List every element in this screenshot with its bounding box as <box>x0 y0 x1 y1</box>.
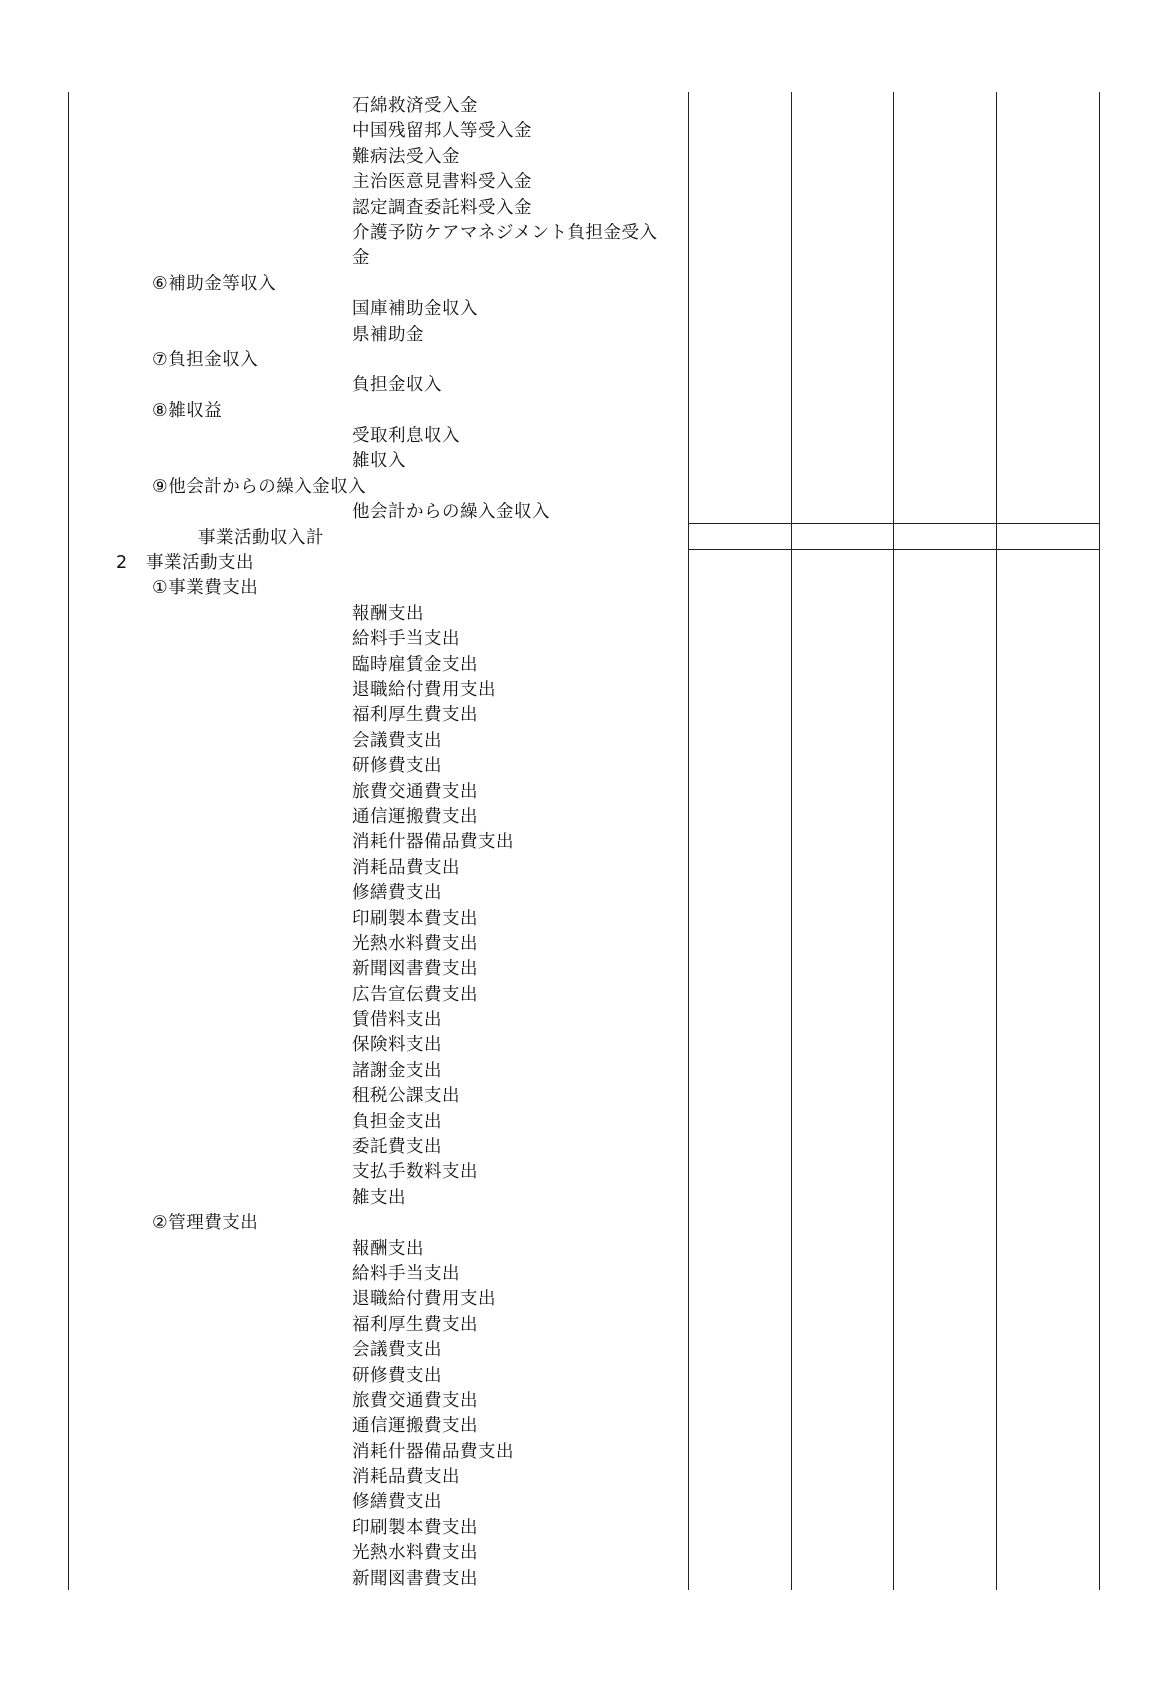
table-row <box>68 1032 688 1057</box>
table-row <box>68 652 688 677</box>
table-row <box>68 144 688 169</box>
account-item-label: 保険料支出 <box>352 1035 442 1056</box>
table-row <box>68 956 688 981</box>
table-row <box>68 525 688 550</box>
table-row <box>68 474 688 499</box>
table-row <box>68 499 688 524</box>
table-row <box>68 271 688 296</box>
category-label: ⑦負担金収入 <box>152 349 259 370</box>
account-item-label: 租税公課支出 <box>352 1086 460 1107</box>
table-row <box>68 1363 688 1388</box>
account-item-label: 通信運搬費支出 <box>352 806 478 827</box>
table-row <box>68 93 688 118</box>
account-item-label: 他会計からの繰入金収入 <box>352 502 550 523</box>
table-row <box>68 296 688 321</box>
table-row <box>68 118 688 143</box>
account-item-label: 石綿救済受入金 <box>352 96 478 116</box>
table-row <box>68 1566 688 1591</box>
account-item-label: 臨時雇賃金支出 <box>352 654 478 675</box>
table-row <box>68 448 688 473</box>
column-divider-4 <box>996 92 997 1590</box>
account-item-label: 難病法受入金 <box>352 146 460 167</box>
table-row <box>68 1210 688 1235</box>
account-item-label: 負担金支出 <box>352 1111 442 1132</box>
table-row <box>68 1007 688 1032</box>
account-item-label: 報酬支出 <box>352 1238 424 1259</box>
table-row <box>68 1134 688 1159</box>
account-item-label: 会議費支出 <box>352 730 442 751</box>
table-row <box>68 601 688 626</box>
table-row <box>68 550 688 575</box>
category-label: ①事業費支出 <box>152 578 259 599</box>
account-item-label: 研修費支出 <box>352 756 442 777</box>
subtotal-rule-top <box>688 523 1099 524</box>
table-row <box>68 398 688 423</box>
account-item-label: 光熱水料費支出 <box>352 1543 478 1564</box>
table-row <box>68 829 688 854</box>
account-item-label: 福利厚生費支出 <box>352 1314 478 1335</box>
table-row <box>68 423 688 448</box>
account-item-label: 消耗什器備品費支出 <box>352 1441 514 1462</box>
account-item-label: 福利厚生費支出 <box>352 705 478 726</box>
table-row <box>68 1312 688 1337</box>
account-item-label: 消耗品費支出 <box>352 1467 460 1488</box>
category-label: ⑨他会計からの繰入金収入 <box>152 476 367 497</box>
table-row <box>68 195 688 220</box>
table-row <box>68 702 688 727</box>
table-row <box>68 1388 688 1413</box>
account-item-label: 認定調査委託料受入金 <box>352 197 532 218</box>
section-number: 2 <box>116 553 128 574</box>
table-row <box>68 1286 688 1311</box>
account-item-label: 退職給付費用支出 <box>352 1289 496 1310</box>
table-row <box>68 880 688 905</box>
account-item-label: 旅費交通費支出 <box>352 781 478 802</box>
category-label: ⑥補助金等収入 <box>152 273 277 294</box>
category-label: ⑧雑収益 <box>152 400 223 421</box>
table-row <box>68 322 688 347</box>
account-item-label: 印刷製本費支出 <box>352 908 478 929</box>
account-item-label: 中国残留邦人等受入金 <box>352 121 532 142</box>
table-row <box>68 753 688 778</box>
table-row <box>68 982 688 1007</box>
account-item-label: 通信運搬費支出 <box>352 1416 478 1437</box>
table-row <box>68 1185 688 1210</box>
table-row <box>68 169 688 194</box>
table-row <box>68 906 688 931</box>
table-row <box>68 779 688 804</box>
account-item-label: 印刷製本費支出 <box>352 1517 478 1538</box>
account-item-label: 旅費交通費支出 <box>352 1390 478 1411</box>
table-row <box>68 931 688 956</box>
column-divider-2 <box>791 92 792 1590</box>
account-item-label: 給料手当支出 <box>352 629 460 650</box>
table-row <box>68 1236 688 1261</box>
table-row <box>68 855 688 880</box>
table-row <box>68 1058 688 1083</box>
table-row <box>68 1439 688 1464</box>
account-item-label: 報酬支出 <box>352 603 424 624</box>
account-item-label: 会議費支出 <box>352 1340 442 1361</box>
table-row <box>68 728 688 753</box>
table-row <box>68 677 688 702</box>
column-divider-3 <box>893 92 894 1590</box>
table-row <box>68 1413 688 1438</box>
account-item-label: 雑収入 <box>352 451 406 472</box>
table-row <box>68 245 688 270</box>
account-item-label: 研修費支出 <box>352 1365 442 1386</box>
subtotal-rule-bottom <box>688 549 1099 550</box>
account-item-label: 光熱水料費支出 <box>352 933 478 954</box>
account-item-label: 主治医意見書料受入金 <box>352 172 532 193</box>
table-row <box>68 575 688 600</box>
account-item-label: 負担金収入 <box>352 375 442 396</box>
account-item-label: 受取利息収入 <box>352 426 460 447</box>
table-row <box>68 626 688 651</box>
table-row <box>68 1540 688 1565</box>
account-item-list <box>68 93 688 1591</box>
account-item-label: 雑支出 <box>352 1187 406 1208</box>
account-item-label: 修繕費支出 <box>352 883 442 904</box>
account-item-label: 支払手数料支出 <box>352 1162 478 1183</box>
table-row <box>68 1337 688 1362</box>
account-item-label: 給料手当支出 <box>352 1263 460 1284</box>
table-row <box>68 1083 688 1108</box>
table-row <box>68 1464 688 1489</box>
account-item-label: 新聞図書費支出 <box>352 1568 478 1589</box>
table-row <box>68 1159 688 1184</box>
table-row <box>68 372 688 397</box>
table-row <box>68 220 688 245</box>
table-row <box>68 1515 688 1540</box>
account-item-label: 消耗品費支出 <box>352 857 460 878</box>
column-divider-1 <box>688 92 689 1590</box>
account-item-label: 修繕費支出 <box>352 1492 442 1513</box>
table-row <box>68 347 688 372</box>
account-item-label: 賃借料支出 <box>352 1010 442 1031</box>
account-item-label: 介護予防ケアマネジメント負担金受入 <box>352 222 658 243</box>
table-row <box>68 1261 688 1286</box>
account-item-label: 新聞図書費支出 <box>352 959 478 980</box>
account-item-label: 諸謝金支出 <box>352 1060 442 1081</box>
account-item-label: 国庫補助金収入 <box>352 299 478 320</box>
category-label: ②管理費支出 <box>152 1213 259 1234</box>
account-item-label: 委託費支出 <box>352 1137 442 1158</box>
section-label: 事業活動支出 <box>146 553 254 574</box>
table-right-border <box>1099 92 1100 1590</box>
account-item-label: 金 <box>352 248 370 269</box>
subtotal-label: 事業活動収入計 <box>198 527 324 548</box>
account-item-label: 広告宣伝費支出 <box>352 984 478 1005</box>
account-item-label: 消耗什器備品費支出 <box>352 832 514 853</box>
table-row <box>68 804 688 829</box>
account-item-label: 退職給付費用支出 <box>352 679 496 700</box>
table-row <box>68 1489 688 1514</box>
table-row <box>68 1109 688 1134</box>
account-item-label: 県補助金 <box>352 324 424 345</box>
